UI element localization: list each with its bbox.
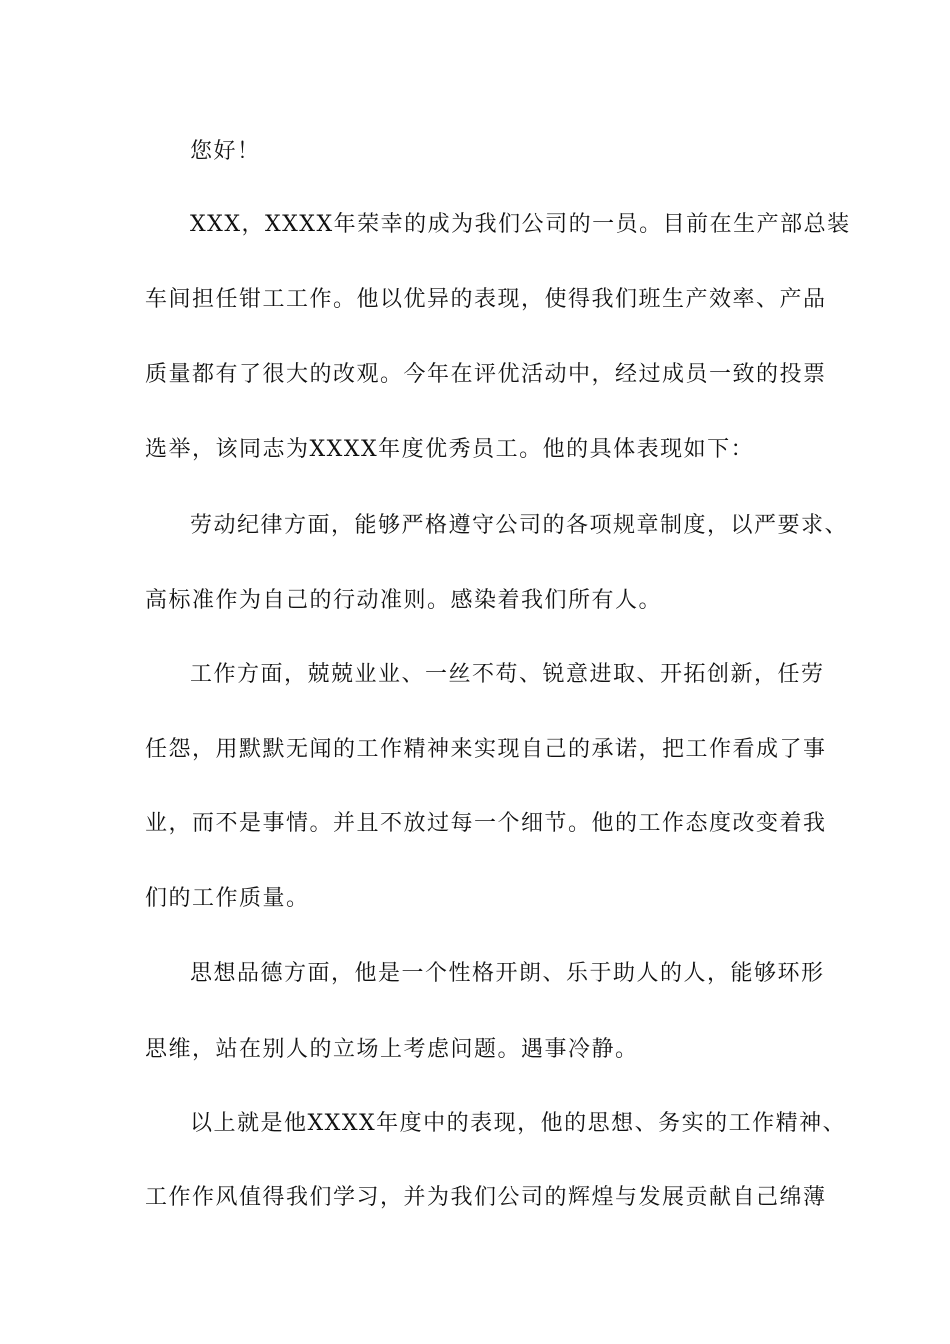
paragraph-line: 劳动纪律方面，能够严格遵守公司的各项规章制度，以严要求、 [190,513,849,538]
paragraph-line: XXX，XXXX年荣幸的成为我们公司的一员。目前在生产部总装 [190,212,851,237]
paragraph-line: 车间担任钳工工作。他以优异的表现，使得我们班生产效率、产品 [145,287,827,312]
paragraph-line: 工作作风值得我们学习，并为我们公司的辉煌与发展贡献自己绵薄 [145,1185,827,1210]
paragraph-line: 工作方面，兢兢业业、一丝不苟、锐意进取、开拓创新，任劳 [190,662,825,687]
paragraph-line: 以上就是他XXXX年度中的表现，他的思想、务实的工作精神、 [190,1111,847,1136]
paragraph-line: 业，而不是事情。并且不放过每一个细节。他的工作态度改变着我 [145,811,827,836]
greeting: 您好！ [190,139,261,164]
paragraph-line: 质量都有了很大的改观。今年在评优活动中，经过成员一致的投票 [145,362,827,387]
paragraph-line: 任怨，用默默无闻的工作精神来实现自己的承诺，把工作看成了事 [145,737,827,762]
paragraph-line: 选举，该同志为XXXX年度优秀员工。他的具体表现如下： [145,437,755,462]
paragraph-line: 高标准作为自己的行动准则。感染着我们所有人。 [145,588,663,613]
paragraph-line: 们的工作质量。 [145,886,310,911]
paragraph-line: 思想品德方面，他是一个性格开朗、乐于助人的人，能够环形 [190,961,825,986]
paragraph-line: 思维，站在别人的立场上考虑问题。遇事冷静。 [145,1037,639,1062]
